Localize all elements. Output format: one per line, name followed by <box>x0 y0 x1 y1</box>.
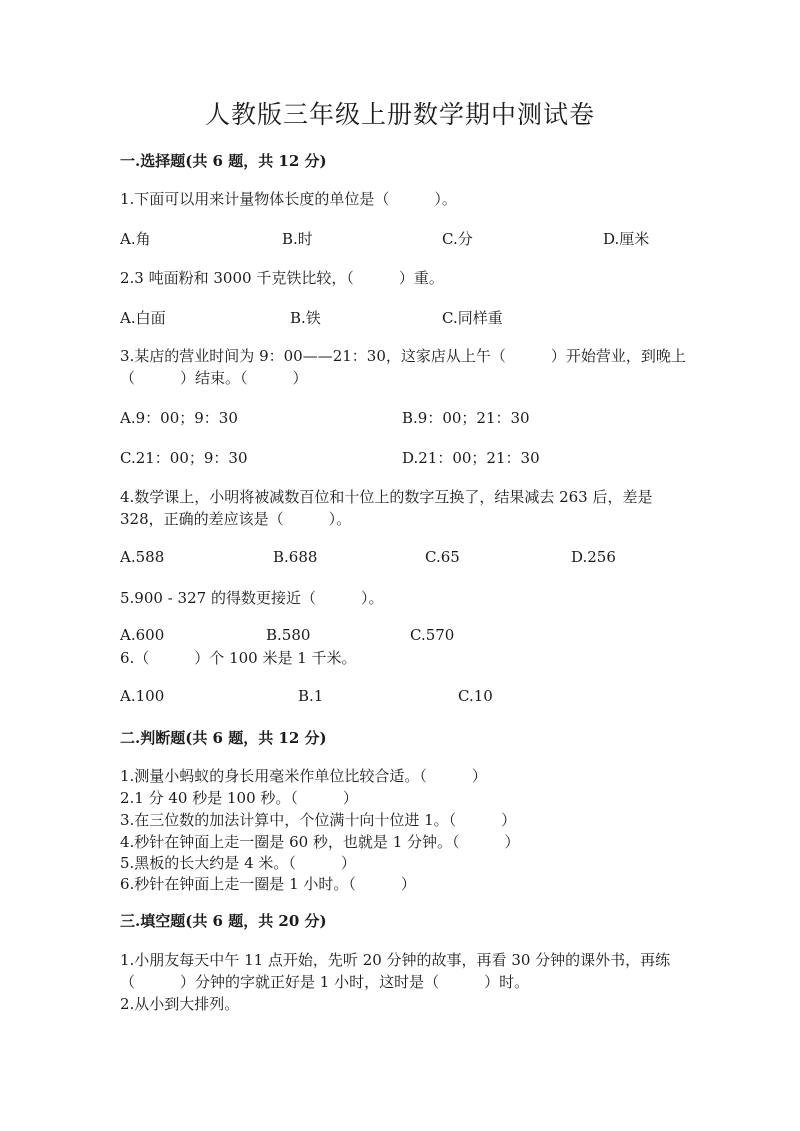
q1-option-c: C.分 <box>442 230 473 248</box>
question-1: 1.下面可以用来计量物体长度的单位是（ ）。 <box>120 190 457 208</box>
judgement-item-3: 3.在三位数的加法计算中，个位满十向十位进 1。（ ） <box>120 811 517 829</box>
question-4: 4.数学课上，小明将被减数百位和十位上的数字互换了，结果减去 263 后，差是 328，正确的差应该是（ ）。 <box>120 488 653 528</box>
question-6: 6.（ ）个 100 米是 1 千米。 <box>120 649 357 667</box>
q4-option-d: D.256 <box>571 548 616 566</box>
q4-option-b: B.688 <box>273 548 318 566</box>
q2-option-a: A.白面 <box>120 309 166 327</box>
q3-option-c: C.21：00；9：30 <box>120 449 248 467</box>
q2-option-b: B.铁 <box>290 309 321 327</box>
q6-option-b: B.1 <box>298 687 324 705</box>
judgement-item-4: 4.秒针在钟面上走一圈是 60 秒，也就是 1 分钟。（ ） <box>120 833 520 851</box>
judgement-item-6: 6.秒针在钟面上走一圈是 1 小时。（ ） <box>120 875 416 893</box>
q5-option-b: B.580 <box>266 626 311 644</box>
fill-blank-item-2: 2.从小到大排列。 <box>120 995 240 1013</box>
question-5: 5.900 - 327 的得数更接近（ ）。 <box>120 589 384 607</box>
q3-option-d: D.21：00；21：30 <box>402 449 540 467</box>
q3-option-b: B.9：00；21：30 <box>402 409 530 427</box>
q5-option-a: A.600 <box>120 626 165 644</box>
q3-option-a: A.9：00；9：30 <box>120 409 238 427</box>
section-header-choice: 一.选择题(共 6 题，共 12 分) <box>120 152 327 170</box>
section-header-judgement: 二.判断题(共 6 题，共 12 分) <box>120 729 327 747</box>
q1-option-d: D.厘米 <box>603 230 650 248</box>
q5-option-c: C.570 <box>410 626 455 644</box>
q6-option-a: A.100 <box>120 687 165 705</box>
q4-option-a: A.588 <box>120 548 165 566</box>
judgement-item-1: 1.测量小蚂蚁的身长用毫米作单位比较合适。（ ） <box>120 767 487 785</box>
question-2: 2.3 吨面粉和 3000 千克铁比较，（ ）重。 <box>120 269 444 287</box>
judgement-item-5: 5.黑板的长大约是 4 米。（ ） <box>120 854 356 872</box>
question-3: 3.某店的营业时间为 9：00——21：30，这家店从上午（ ）开始营业，到晚上（ ）结束。（ ） <box>120 347 686 387</box>
section-header-fill-blank: 三.填空题(共 6 题，共 20 分) <box>120 912 327 930</box>
q2-option-c: C.同样重 <box>442 309 503 327</box>
q6-option-c: C.10 <box>458 687 493 705</box>
q1-option-a: A.角 <box>120 230 151 248</box>
q1-option-b: B.时 <box>282 230 313 248</box>
page-title: 人教版三年级上册数学期中测试卷 <box>204 100 595 129</box>
fill-blank-item-1: 1.小朋友每天中午 11 点开始，先听 20 分钟的故事，再看 30 分钟的课外书，再练（ ）分钟的字就正好是 1 小时，这时是（ ）时。 <box>120 951 671 991</box>
q4-option-c: C.65 <box>425 548 460 566</box>
judgement-item-2: 2.1 分 40 秒是 100 秒。（ ） <box>120 789 358 807</box>
